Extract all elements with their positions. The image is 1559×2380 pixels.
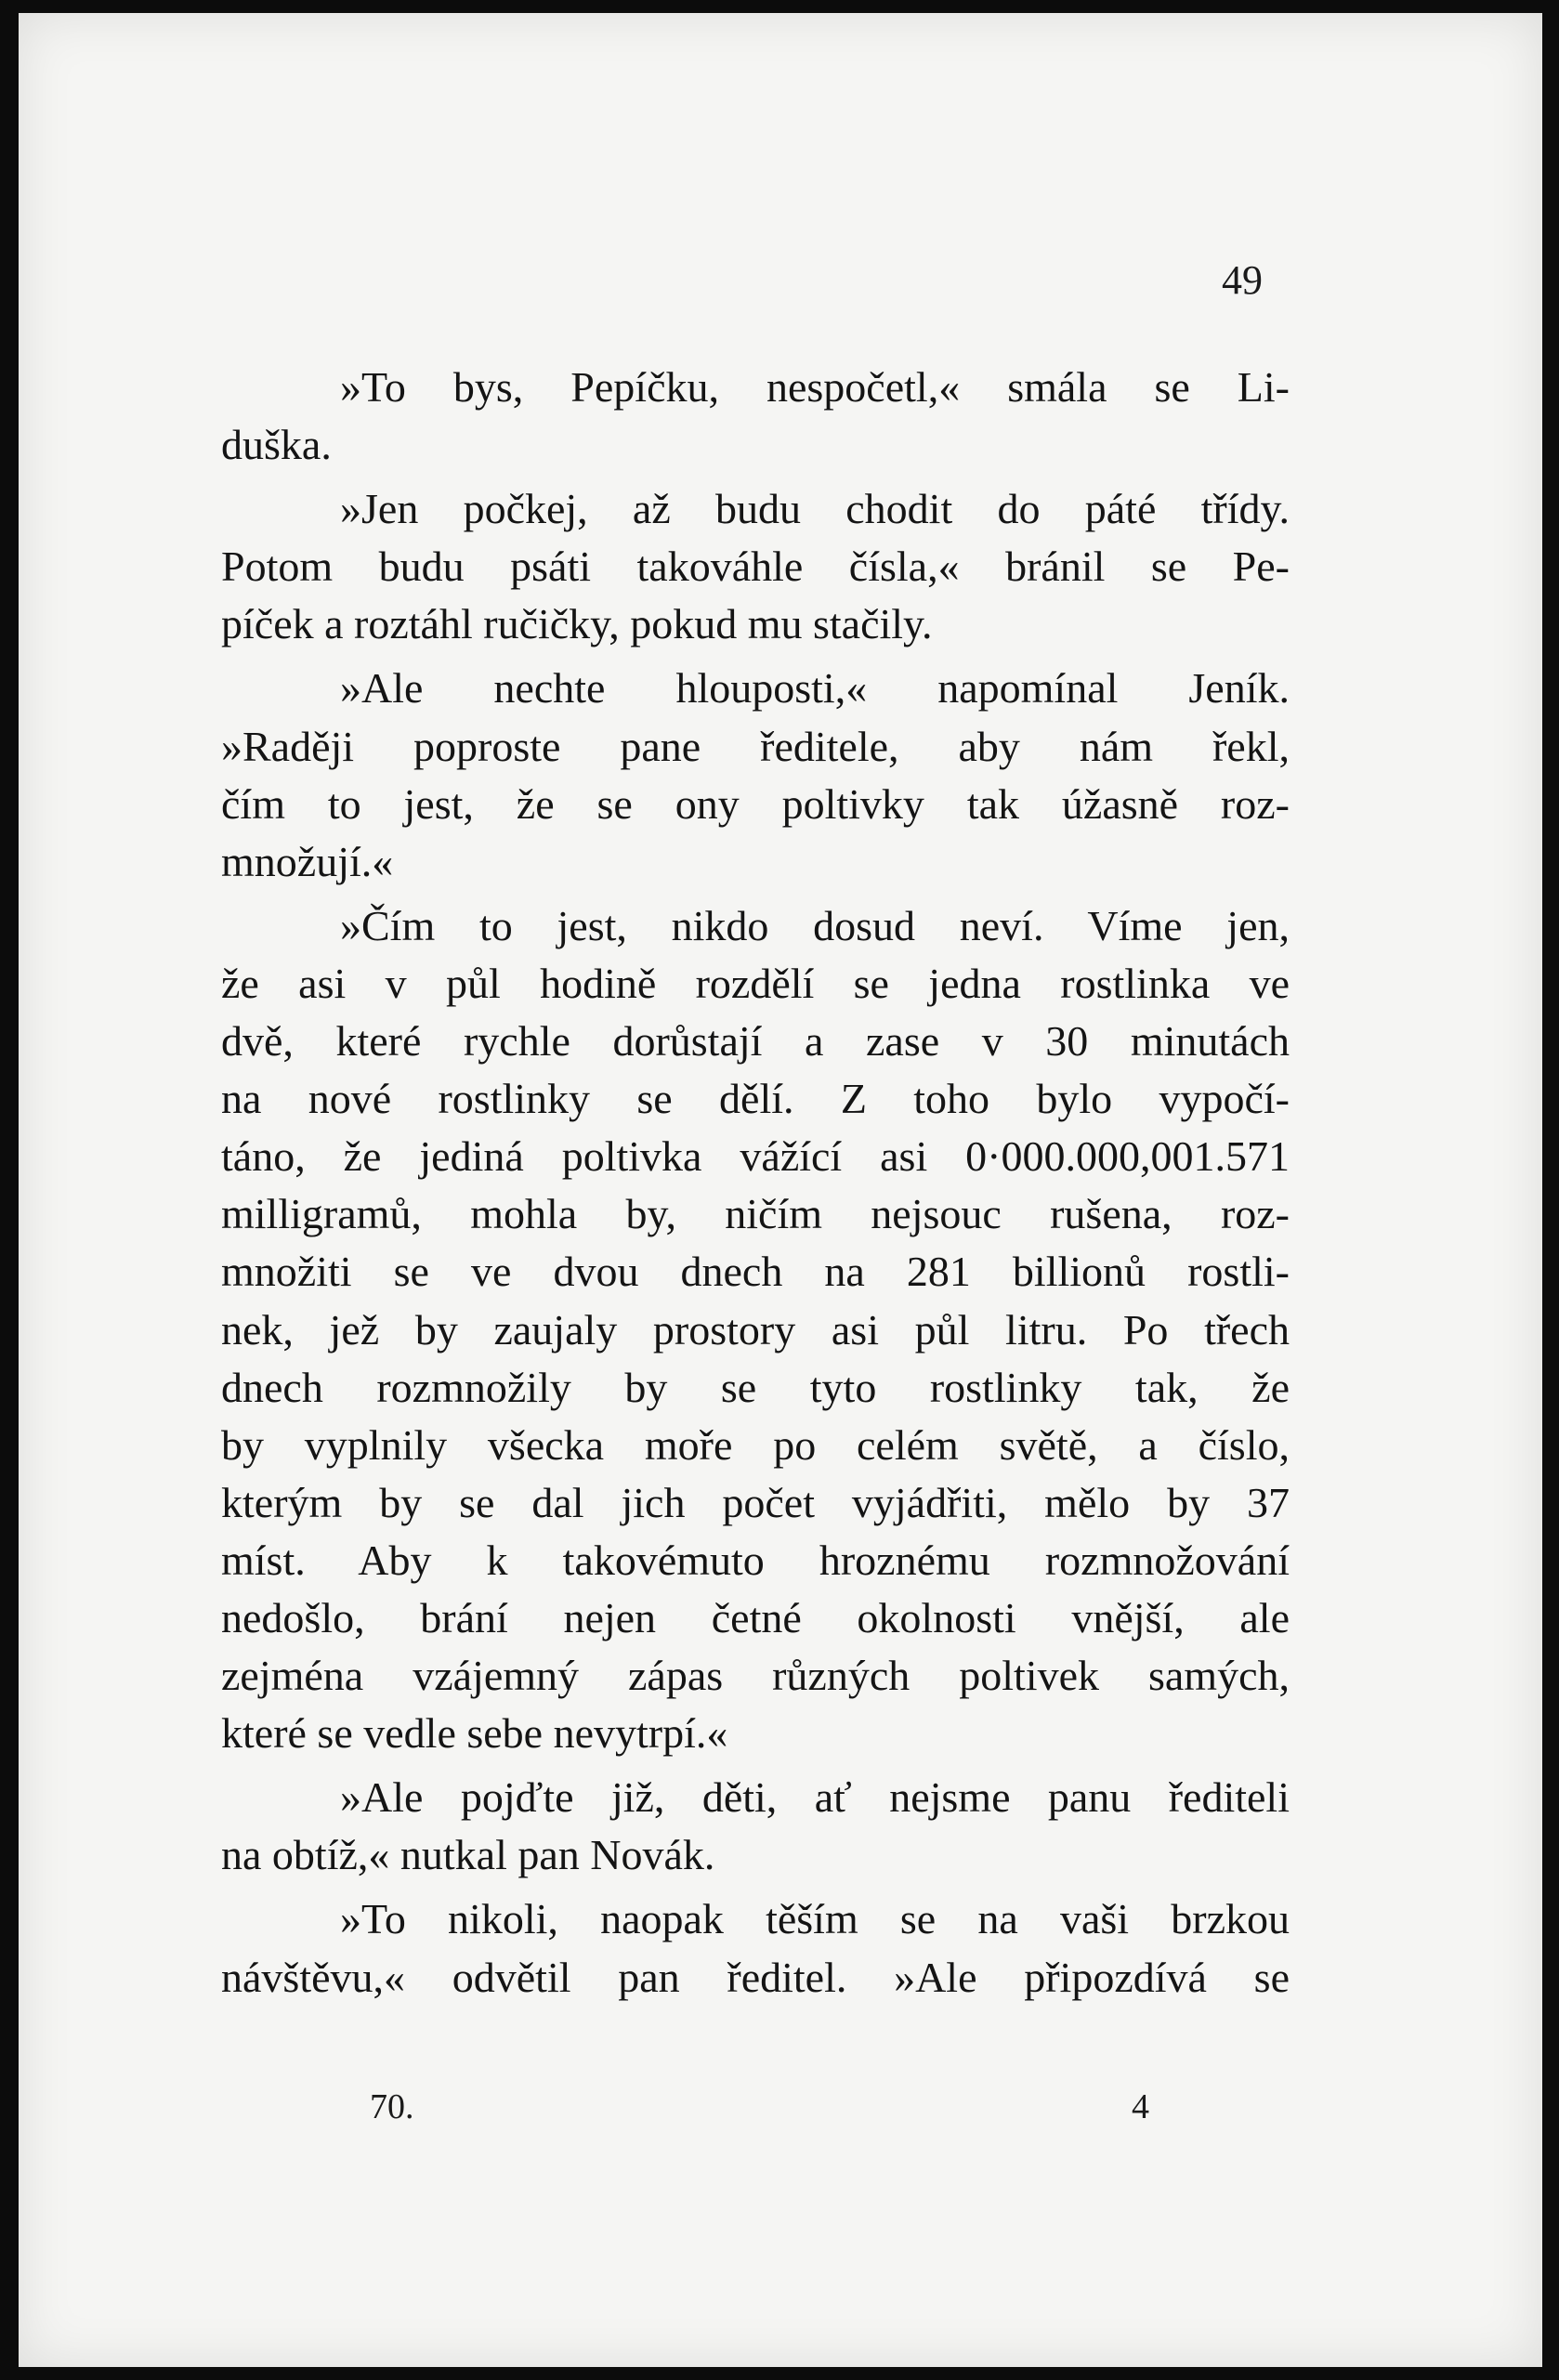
text-line: milligramů, mohla by, ničím nejsouc rušena, roz-	[221, 1190, 1290, 1238]
text-line: množiti se ve dvou dnech na 281 billionů rostli-	[221, 1248, 1290, 1296]
signature-mark: 70.	[370, 2087, 414, 2126]
text-line: »Ale pojďte již, děti, ať nejsme panu řediteli	[340, 1773, 1290, 1822]
text-line: by vyplnily všecka moře po celém světě, a číslo,	[221, 1420, 1290, 1469]
text-line: píček a roztáhl ručičky, pokud mu stačily.	[221, 600, 933, 648]
paragraph	[221, 1890, 1290, 2006]
text-line: dvě, které rychle dorůstají a zase v 30 minutách	[221, 1017, 1290, 1066]
text-line: nek, jež by zaujaly prostory asi půl litru. Po třech	[221, 1305, 1290, 1353]
text-line: návštěvu,« odvětil pan ředitel. »Ale připozdívá se	[221, 1953, 1290, 2001]
text-line: že asi v půl hodině rozdělí se jedna rostlinka ve	[221, 959, 1290, 1007]
text-line: kterým by se dal jich počet vyjádřiti, mělo by 37	[221, 1478, 1290, 1526]
text-line: »Jen počkej, až budu chodit do páté třídy.	[340, 485, 1290, 533]
text-line: dnech rozmnožily by se tyto rostlinky tak, že	[221, 1363, 1290, 1411]
sheet-number: 4	[1132, 2087, 1149, 2126]
paragraph	[221, 660, 1290, 890]
paragraph	[221, 1769, 1290, 1884]
text-line: »To nikoli, naopak těším se na vaši brzkou	[340, 1895, 1290, 1943]
text-line: zejména vzájemný zápas různých poltivek samých,	[221, 1652, 1290, 1700]
text-line: duška.	[221, 421, 332, 469]
text-line: na obtíž,« nutkal pan Novák.	[221, 1831, 715, 1879]
text-line: »Čím to jest, nikdo dosud neví. Víme jen,	[340, 901, 1290, 949]
text-line: které se vedle sebe nevytrpí.«	[221, 1709, 728, 1758]
paragraph	[221, 480, 1290, 653]
text-line: Potom budu psáti takováhle čísla,« bránil se Pe-	[221, 543, 1290, 591]
text-line: na nové rostlinky se dělí. Z toho bylo vypočí-	[221, 1075, 1290, 1123]
body-text	[221, 359, 1290, 2013]
text-line: nedošlo, brání nejen četné okolnosti vnější, ale	[221, 1593, 1290, 1641]
text-line: táno, že jediná poltivka vážící asi 0·000.000,001.571	[221, 1132, 1290, 1181]
paragraph	[221, 359, 1290, 474]
text-line: míst. Aby k takovémuto hroznému rozmnožování	[221, 1536, 1290, 1584]
text-line: množují.«	[221, 837, 394, 885]
text-line: »Raději poproste pane ředitele, aby nám řekl,	[221, 722, 1290, 770]
page-number: 49	[1222, 257, 1263, 303]
text-line: čím to jest, že se ony poltivky tak úžasně roz-	[221, 779, 1290, 828]
text-line: »To bys, Pepíčku, nespočetl,« smála se Li-	[340, 363, 1290, 411]
book-page	[19, 13, 1542, 2367]
paragraph	[221, 897, 1290, 1762]
text-line: »Ale nechte hlouposti,« napomínal Jeník.	[340, 664, 1290, 713]
